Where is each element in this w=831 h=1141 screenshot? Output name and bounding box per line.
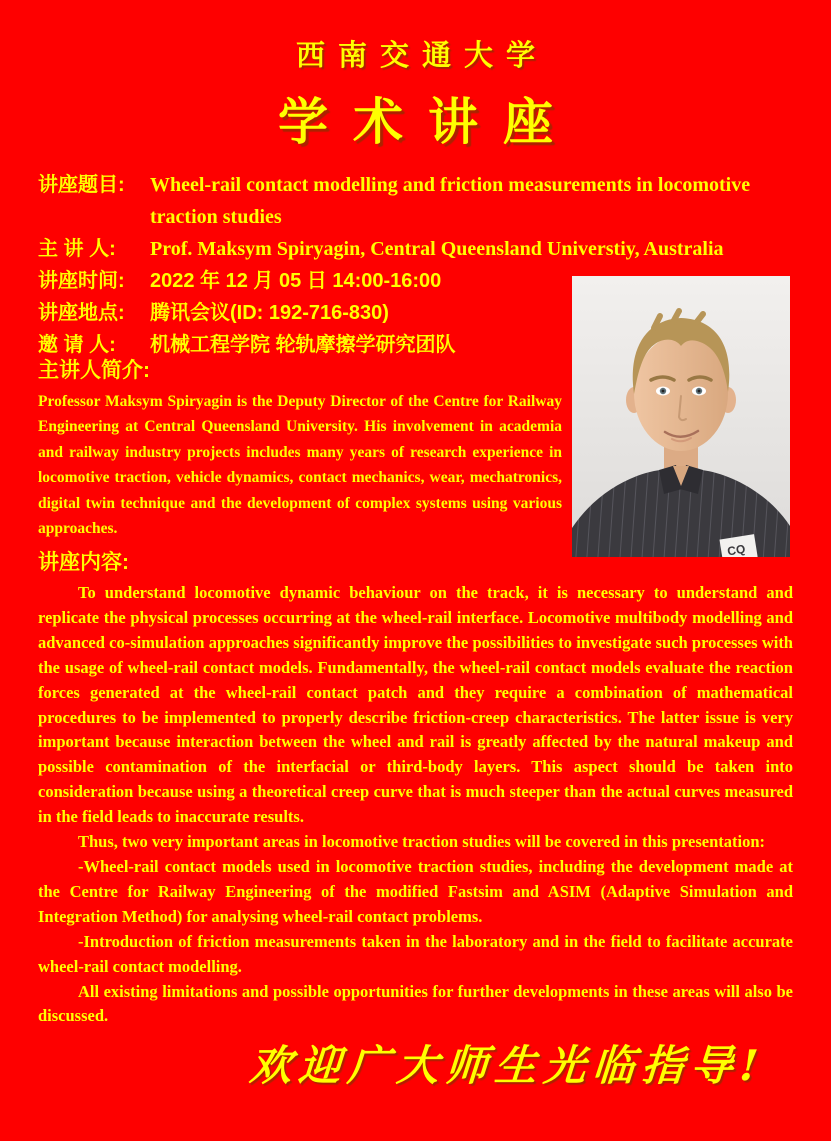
university-name: 西南交通大学 (295, 40, 548, 72)
face (634, 335, 728, 451)
content-paragraph: -Introduction of friction measurements taken in the laboratory and in the field to facilitate accurate wheel-rail contact modelling. (38, 931, 793, 976)
content-paragraph: To understand locomotive dynamic behaviour on the track, it is necessary to understand and replicate the physical processes occurring at the wheel-rail interface. Locomotive multibody modelling and advanced co-simulation approaches significantly improve the possibilities to investigate such processes with the usage of wheel-rail contact models. Fundamentally, the wheel-rail contact models evaluate the reaction forces generated at the wheel-rail contact patch and they require a combination of mathematical procedures to be implemented to properly describe friction-creep characteristics. The latter issue is very important because interaction between the wheel and rail is greatly affected by the natural makeup and possible contamination of the interfacial or third-body layers. This aspect should be taken into consideration because using a theoretical creep curve that is much steeper than the actual curves measured in the field leads to inaccurate results. (38, 583, 793, 827)
inviter-value: 机械工程学院 轮轨摩擦学研究团队 (150, 334, 456, 356)
content-paragraph: -Wheel-rail contact models used in locomotive traction studies, including the development made at the Centre for Railway Engineering of the modified Fastsim and ASIM (Adaptive Simulation and Integration Method) for analysing wheel-rail contact problems. (38, 856, 793, 926)
info-row-speaker (38, 233, 795, 265)
speaker-value: Prof. Maksym Spiryagin, Central Queensland Universtiy, Australia (150, 238, 724, 260)
lecture-content-section (38, 548, 793, 1091)
time-label: 讲座时间: (38, 270, 125, 292)
location-value: 腾讯会议(ID: 192-716-830) (150, 302, 389, 324)
info-row-topic (38, 169, 795, 233)
content-paragraph: All existing limitations and possible opportunities for further developments in these areas will also be discussed. (38, 981, 793, 1026)
speaker-label: 主 讲 人: (38, 238, 116, 260)
poster-title: 学术讲座 (278, 94, 578, 150)
content-body (38, 581, 793, 1029)
location-label: 讲座地点: (38, 302, 125, 324)
time-value: 2022 年 12 月 05 日 14:00-16:00 (150, 270, 442, 292)
topic-value: Wheel-rail contact modelling and friction measurements in locomotive traction studies (150, 174, 751, 228)
welcome-message: 欢迎广大师生光临指导! (247, 1041, 767, 1091)
speaker-portrait-illustration (572, 276, 790, 557)
bio-heading: 主讲人简介: (38, 359, 150, 382)
content-heading: 讲座内容: (38, 551, 129, 574)
inviter-label: 邀 请 人: (38, 334, 116, 356)
speaker-photo (572, 276, 790, 557)
shirt-logo-text: CQ (726, 541, 747, 557)
content-paragraph: Thus, two very important areas in locomotive traction studies will be covered in this presentation: (78, 832, 766, 852)
topic-label: 讲座题目: (38, 174, 125, 196)
bio-text: Professor Maksym Spiryagin is the Deputy Director of the Centre for Railway Engineering at Central Queensland University. His involvement in academia and railway industry projects includes many years of research experience in locomotive traction, vehicle dynamics, contact mechanics, wear, mechatronics, digital twin technique and the development of complex systems using various approaches. (38, 393, 562, 538)
